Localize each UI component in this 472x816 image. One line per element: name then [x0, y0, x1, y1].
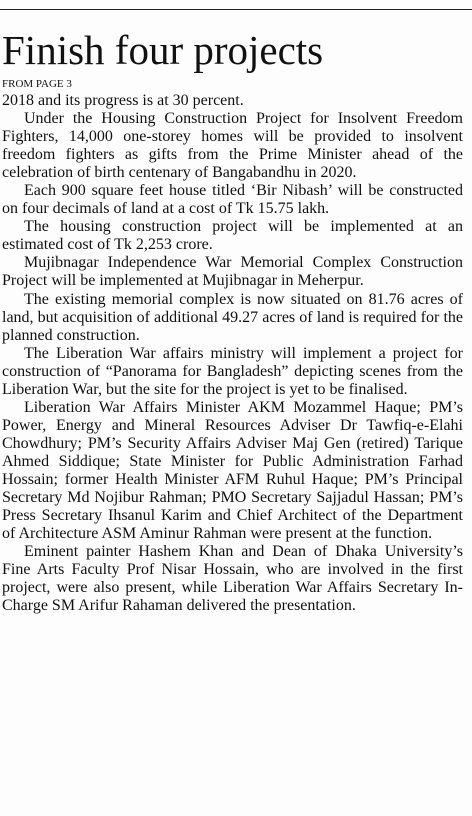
jump-line: FROM PAGE 3: [2, 78, 72, 90]
headline: Finish four projects: [2, 27, 324, 73]
article-paragraph: The housing construction project will be implemented at an estimated cost of Tk 2,253 crore.: [2, 218, 463, 254]
article-paragraph: The Liberation War affairs ministry will implement a project for construction of “Panorama for Bangladesh” depicting scenes from the Liberation War, but the site for the project is yet to be finalised.: [2, 344, 463, 398]
article-paragraph: Mujibnagar Independence War Memorial Complex Construction Project will be implemented at Mujibnagar in Meherpur.: [2, 254, 463, 290]
article-paragraph: Liberation War Affairs Minister AKM Mozammel Haque; PM’s Power, Energy and Mineral Resources Adviser Dr Tawfiq-e-Elahi Chowdhury; PM’s Security Affairs Adviser Maj Gen (retired) Tarique Ahmed Siddique; State Minister for Public Administration Farhad Hossain; former Health Minister AFM Ruhul Haque; PM’s Principal Secretary Md Nojibur Rahman; PMO Secretary Sajjadul Hassan; PM’s Press Secretary Ihsanul Karim and Chief Architect of the Department of Architecture ASM Aminur Rahman were present at the function.: [2, 398, 463, 543]
article-paragraph: Each 900 square feet house titled ‘Bir Nibash’ will be constructed on four decimals of land at a cost of Tk 15.75 lakh.: [2, 182, 463, 218]
article-paragraph: Under the Housing Construction Project for Insolvent Freedom Fighters, 14,000 one-storey homes will be provided to insolvent freedom fighters as gifts from the Prime Minister ahead of the celebration of birth centenary of Bangabandhu in 2020.: [2, 110, 463, 182]
article-body: [2, 92, 463, 615]
article-paragraph: Eminent painter Hashem Khan and Dean of Dhaka University’s Fine Arts Faculty Prof Nisar Hossain, who are involved in the first project, were also present, while Liberation War Affairs Secretary In-Charge SM Arifur Rahaman delivered the presentation.: [2, 543, 463, 615]
article-paragraph: The existing memorial complex is now situated on 81.76 acres of land, but acquisition of additional 49.27 acres of land is required for the planned construction.: [2, 290, 463, 344]
top-divider-rule: [0, 9, 472, 10]
article-paragraph: 2018 and its progress is at 30 percent.: [2, 92, 244, 109]
